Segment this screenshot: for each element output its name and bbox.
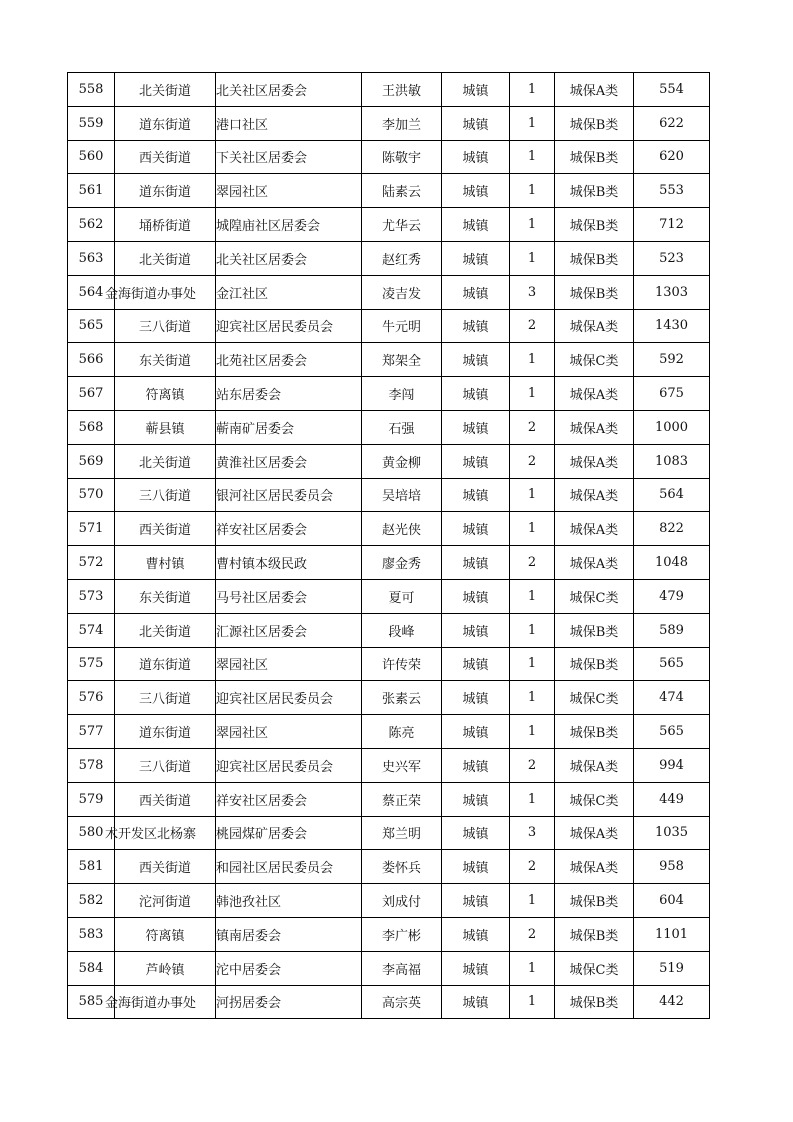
street-cell: 西关街道 [115, 512, 216, 546]
community-cell: 北关社区居委会 [216, 241, 362, 275]
table-row [68, 512, 710, 546]
insurance-class-cell: 城保A类 [555, 444, 634, 478]
household-type-cell: 城镇 [442, 208, 510, 242]
row-number: 581 [68, 850, 115, 884]
amount-cell: 565 [634, 715, 710, 749]
community-cell: 黄淮社区居委会 [216, 444, 362, 478]
name-cell: 吴培培 [362, 478, 442, 512]
street-cell: 西关街道 [115, 782, 216, 816]
table-row [68, 917, 710, 951]
community-cell: 迎宾社区居民委员会 [216, 681, 362, 715]
amount-cell: 1101 [634, 917, 710, 951]
name-cell: 李加兰 [362, 106, 442, 140]
insurance-class-cell: 城保A类 [555, 478, 634, 512]
row-number: 577 [68, 715, 115, 749]
street-cell: 道东街道 [115, 106, 216, 140]
insurance-class-cell: 城保B类 [555, 917, 634, 951]
street-cell: 北关街道 [115, 444, 216, 478]
community-cell: 和园社区居民委员会 [216, 850, 362, 884]
amount-cell: 1048 [634, 546, 710, 580]
table-row [68, 579, 710, 613]
street-cell: 三八街道 [115, 309, 216, 343]
person-count-cell: 1 [510, 377, 555, 411]
household-type-cell: 城镇 [442, 884, 510, 918]
person-count-cell: 3 [510, 816, 555, 850]
community-cell: 翠园社区 [216, 715, 362, 749]
street-cell: 金海街道办事处 [115, 985, 216, 1019]
table-row [68, 748, 710, 782]
table-row [68, 309, 710, 343]
community-cell: 曹村镇本级民政 [216, 546, 362, 580]
name-cell: 王洪敏 [362, 73, 442, 107]
community-cell: 下关社区居委会 [216, 140, 362, 174]
street-cell: 三八街道 [115, 748, 216, 782]
person-count-cell: 1 [510, 73, 555, 107]
amount-cell: 554 [634, 73, 710, 107]
amount-cell: 822 [634, 512, 710, 546]
community-cell: 桃园煤矿居委会 [216, 816, 362, 850]
amount-cell: 1303 [634, 275, 710, 309]
household-type-cell: 城镇 [442, 106, 510, 140]
street-cell: 西关街道 [115, 140, 216, 174]
insurance-class-cell: 城保B类 [555, 208, 634, 242]
insurance-class-cell: 城保C类 [555, 681, 634, 715]
insurance-class-cell: 城保A类 [555, 512, 634, 546]
street-cell: 蕲县镇 [115, 410, 216, 444]
street-cell: 北关街道 [115, 613, 216, 647]
row-number: 559 [68, 106, 115, 140]
person-count-cell: 3 [510, 275, 555, 309]
amount-cell: 449 [634, 782, 710, 816]
street-cell: 道东街道 [115, 715, 216, 749]
table-row [68, 275, 710, 309]
table-row [68, 444, 710, 478]
community-cell: 马号社区居委会 [216, 579, 362, 613]
insurance-class-cell: 城保A类 [555, 410, 634, 444]
row-number: 583 [68, 917, 115, 951]
insurance-class-cell: 城保A类 [555, 748, 634, 782]
household-type-cell: 城镇 [442, 478, 510, 512]
person-count-cell: 1 [510, 951, 555, 985]
community-cell: 北苑社区居委会 [216, 343, 362, 377]
person-count-cell: 2 [510, 748, 555, 782]
table-row [68, 478, 710, 512]
table-row [68, 140, 710, 174]
community-cell: 迎宾社区居民委员会 [216, 748, 362, 782]
insurance-class-cell: 城保A类 [555, 309, 634, 343]
community-cell: 翠园社区 [216, 647, 362, 681]
insurance-class-cell: 城保B类 [555, 884, 634, 918]
name-cell: 陈敬宇 [362, 140, 442, 174]
row-number: 582 [68, 884, 115, 918]
name-cell: 张素云 [362, 681, 442, 715]
person-count-cell: 2 [510, 309, 555, 343]
insurance-class-cell: 城保B类 [555, 140, 634, 174]
street-cell: 东关街道 [115, 343, 216, 377]
row-number: 569 [68, 444, 115, 478]
table-row [68, 782, 710, 816]
amount-cell: 479 [634, 579, 710, 613]
street-cell: 东关街道 [115, 579, 216, 613]
community-cell: 金江社区 [216, 275, 362, 309]
name-cell: 陈亮 [362, 715, 442, 749]
name-cell: 李高福 [362, 951, 442, 985]
row-number: 558 [68, 73, 115, 107]
amount-cell: 620 [634, 140, 710, 174]
table-row [68, 816, 710, 850]
amount-cell: 958 [634, 850, 710, 884]
table-row [68, 681, 710, 715]
insurance-class-cell: 城保C类 [555, 343, 634, 377]
amount-cell: 442 [634, 985, 710, 1019]
person-count-cell: 1 [510, 478, 555, 512]
amount-cell: 553 [634, 174, 710, 208]
household-type-cell: 城镇 [442, 985, 510, 1019]
row-number: 563 [68, 241, 115, 275]
amount-cell: 675 [634, 377, 710, 411]
household-type-cell: 城镇 [442, 140, 510, 174]
table-row [68, 73, 710, 107]
name-cell: 高宗英 [362, 985, 442, 1019]
table-row [68, 951, 710, 985]
name-cell: 廖金秀 [362, 546, 442, 580]
insurance-class-cell: 城保B类 [555, 106, 634, 140]
row-number: 575 [68, 647, 115, 681]
household-type-cell: 城镇 [442, 275, 510, 309]
amount-cell: 622 [634, 106, 710, 140]
table-row [68, 174, 710, 208]
community-cell: 韩池孜社区 [216, 884, 362, 918]
name-cell: 许传荣 [362, 647, 442, 681]
amount-cell: 604 [634, 884, 710, 918]
row-number: 574 [68, 613, 115, 647]
name-cell: 蔡正荣 [362, 782, 442, 816]
person-count-cell: 2 [510, 444, 555, 478]
person-count-cell: 2 [510, 410, 555, 444]
name-cell: 史兴军 [362, 748, 442, 782]
community-cell: 祥安社区居委会 [216, 512, 362, 546]
person-count-cell: 1 [510, 985, 555, 1019]
name-cell: 赵光侠 [362, 512, 442, 546]
insurance-class-cell: 城保B类 [555, 174, 634, 208]
insurance-class-cell: 城保B类 [555, 275, 634, 309]
table-row [68, 106, 710, 140]
insurance-class-cell: 城保A类 [555, 73, 634, 107]
row-number: 570 [68, 478, 115, 512]
person-count-cell: 1 [510, 512, 555, 546]
name-cell: 刘成付 [362, 884, 442, 918]
person-count-cell: 1 [510, 647, 555, 681]
household-type-cell: 城镇 [442, 715, 510, 749]
household-type-cell: 城镇 [442, 377, 510, 411]
person-count-cell: 2 [510, 917, 555, 951]
household-type-cell: 城镇 [442, 241, 510, 275]
person-count-cell: 1 [510, 884, 555, 918]
table-body [68, 73, 710, 1019]
assistance-roster-table [67, 72, 710, 1019]
street-cell: 道东街道 [115, 647, 216, 681]
street-cell: 曹村镇 [115, 546, 216, 580]
insurance-class-cell: 城保C类 [555, 782, 634, 816]
insurance-class-cell: 城保A类 [555, 546, 634, 580]
insurance-class-cell: 城保B类 [555, 985, 634, 1019]
community-cell: 河拐居委会 [216, 985, 362, 1019]
row-number: 567 [68, 377, 115, 411]
table-row [68, 850, 710, 884]
insurance-class-cell: 城保A类 [555, 850, 634, 884]
street-cell: 符离镇 [115, 917, 216, 951]
table-row [68, 241, 710, 275]
community-cell: 镇南居委会 [216, 917, 362, 951]
street-cell: 道东街道 [115, 174, 216, 208]
street-cell: 埇桥街道 [115, 208, 216, 242]
insurance-class-cell: 城保A类 [555, 377, 634, 411]
household-type-cell: 城镇 [442, 681, 510, 715]
community-cell: 沱中居委会 [216, 951, 362, 985]
community-cell: 祥安社区居委会 [216, 782, 362, 816]
person-count-cell: 1 [510, 681, 555, 715]
person-count-cell: 1 [510, 613, 555, 647]
table-row [68, 985, 710, 1019]
amount-cell: 519 [634, 951, 710, 985]
row-number: 585 [68, 985, 115, 1019]
household-type-cell: 城镇 [442, 343, 510, 377]
row-number: 565 [68, 309, 115, 343]
row-number: 568 [68, 410, 115, 444]
community-cell: 汇源社区居委会 [216, 613, 362, 647]
name-cell: 郑架全 [362, 343, 442, 377]
row-number: 566 [68, 343, 115, 377]
table-row [68, 884, 710, 918]
person-count-cell: 2 [510, 546, 555, 580]
name-cell: 娄怀兵 [362, 850, 442, 884]
amount-cell: 1083 [634, 444, 710, 478]
name-cell: 陆素云 [362, 174, 442, 208]
row-number: 573 [68, 579, 115, 613]
person-count-cell: 1 [510, 782, 555, 816]
amount-cell: 1430 [634, 309, 710, 343]
household-type-cell: 城镇 [442, 512, 510, 546]
insurance-class-cell: 城保B类 [555, 241, 634, 275]
street-cell: 金海街道办事处 [115, 275, 216, 309]
amount-cell: 1035 [634, 816, 710, 850]
street-cell: 符离镇 [115, 377, 216, 411]
name-cell: 凌吉发 [362, 275, 442, 309]
insurance-class-cell: 城保B类 [555, 715, 634, 749]
street-cell: 术开发区北杨寨 [115, 816, 216, 850]
person-count-cell: 2 [510, 850, 555, 884]
street-cell: 芦岭镇 [115, 951, 216, 985]
amount-cell: 1000 [634, 410, 710, 444]
street-cell: 三八街道 [115, 681, 216, 715]
person-count-cell: 1 [510, 208, 555, 242]
household-type-cell: 城镇 [442, 748, 510, 782]
community-cell: 蕲南矿居委会 [216, 410, 362, 444]
row-number: 564 [68, 275, 115, 309]
table-row [68, 377, 710, 411]
household-type-cell: 城镇 [442, 174, 510, 208]
amount-cell: 523 [634, 241, 710, 275]
community-cell: 港口社区 [216, 106, 362, 140]
household-type-cell: 城镇 [442, 546, 510, 580]
table-row [68, 410, 710, 444]
community-cell: 城隍庙社区居委会 [216, 208, 362, 242]
row-number: 580 [68, 816, 115, 850]
name-cell: 牛元明 [362, 309, 442, 343]
name-cell: 郑兰明 [362, 816, 442, 850]
amount-cell: 589 [634, 613, 710, 647]
person-count-cell: 1 [510, 579, 555, 613]
street-cell: 北关街道 [115, 73, 216, 107]
table-row [68, 613, 710, 647]
row-number: 579 [68, 782, 115, 816]
name-cell: 李广彬 [362, 917, 442, 951]
table-row [68, 647, 710, 681]
community-cell: 迎宾社区居民委员会 [216, 309, 362, 343]
row-number: 572 [68, 546, 115, 580]
table-row [68, 208, 710, 242]
insurance-class-cell: 城保C类 [555, 579, 634, 613]
row-number: 584 [68, 951, 115, 985]
person-count-cell: 1 [510, 241, 555, 275]
household-type-cell: 城镇 [442, 309, 510, 343]
household-type-cell: 城镇 [442, 917, 510, 951]
name-cell: 黄金柳 [362, 444, 442, 478]
amount-cell: 564 [634, 478, 710, 512]
community-cell: 站东居委会 [216, 377, 362, 411]
name-cell: 赵红秀 [362, 241, 442, 275]
person-count-cell: 1 [510, 715, 555, 749]
person-count-cell: 1 [510, 140, 555, 174]
household-type-cell: 城镇 [442, 850, 510, 884]
person-count-cell: 1 [510, 343, 555, 377]
household-type-cell: 城镇 [442, 816, 510, 850]
name-cell: 尤华云 [362, 208, 442, 242]
community-cell: 银河社区居民委员会 [216, 478, 362, 512]
person-count-cell: 1 [510, 106, 555, 140]
name-cell: 石强 [362, 410, 442, 444]
person-count-cell: 1 [510, 174, 555, 208]
row-number: 561 [68, 174, 115, 208]
household-type-cell: 城镇 [442, 782, 510, 816]
row-number: 578 [68, 748, 115, 782]
household-type-cell: 城镇 [442, 647, 510, 681]
table-row [68, 343, 710, 377]
table-row [68, 715, 710, 749]
street-cell: 沱河街道 [115, 884, 216, 918]
household-type-cell: 城镇 [442, 444, 510, 478]
amount-cell: 592 [634, 343, 710, 377]
household-type-cell: 城镇 [442, 579, 510, 613]
amount-cell: 565 [634, 647, 710, 681]
insurance-class-cell: 城保B类 [555, 647, 634, 681]
insurance-class-cell: 城保C类 [555, 951, 634, 985]
row-number: 571 [68, 512, 115, 546]
household-type-cell: 城镇 [442, 613, 510, 647]
amount-cell: 712 [634, 208, 710, 242]
street-cell: 西关街道 [115, 850, 216, 884]
name-cell: 段峰 [362, 613, 442, 647]
household-type-cell: 城镇 [442, 73, 510, 107]
table-row [68, 546, 710, 580]
row-number: 562 [68, 208, 115, 242]
insurance-class-cell: 城保A类 [555, 816, 634, 850]
community-cell: 北关社区居委会 [216, 73, 362, 107]
amount-cell: 474 [634, 681, 710, 715]
household-type-cell: 城镇 [442, 410, 510, 444]
street-cell: 三八街道 [115, 478, 216, 512]
amount-cell: 994 [634, 748, 710, 782]
street-cell: 北关街道 [115, 241, 216, 275]
row-number: 576 [68, 681, 115, 715]
insurance-class-cell: 城保B类 [555, 613, 634, 647]
name-cell: 夏可 [362, 579, 442, 613]
community-cell: 翠园社区 [216, 174, 362, 208]
name-cell: 李闯 [362, 377, 442, 411]
row-number: 560 [68, 140, 115, 174]
household-type-cell: 城镇 [442, 951, 510, 985]
